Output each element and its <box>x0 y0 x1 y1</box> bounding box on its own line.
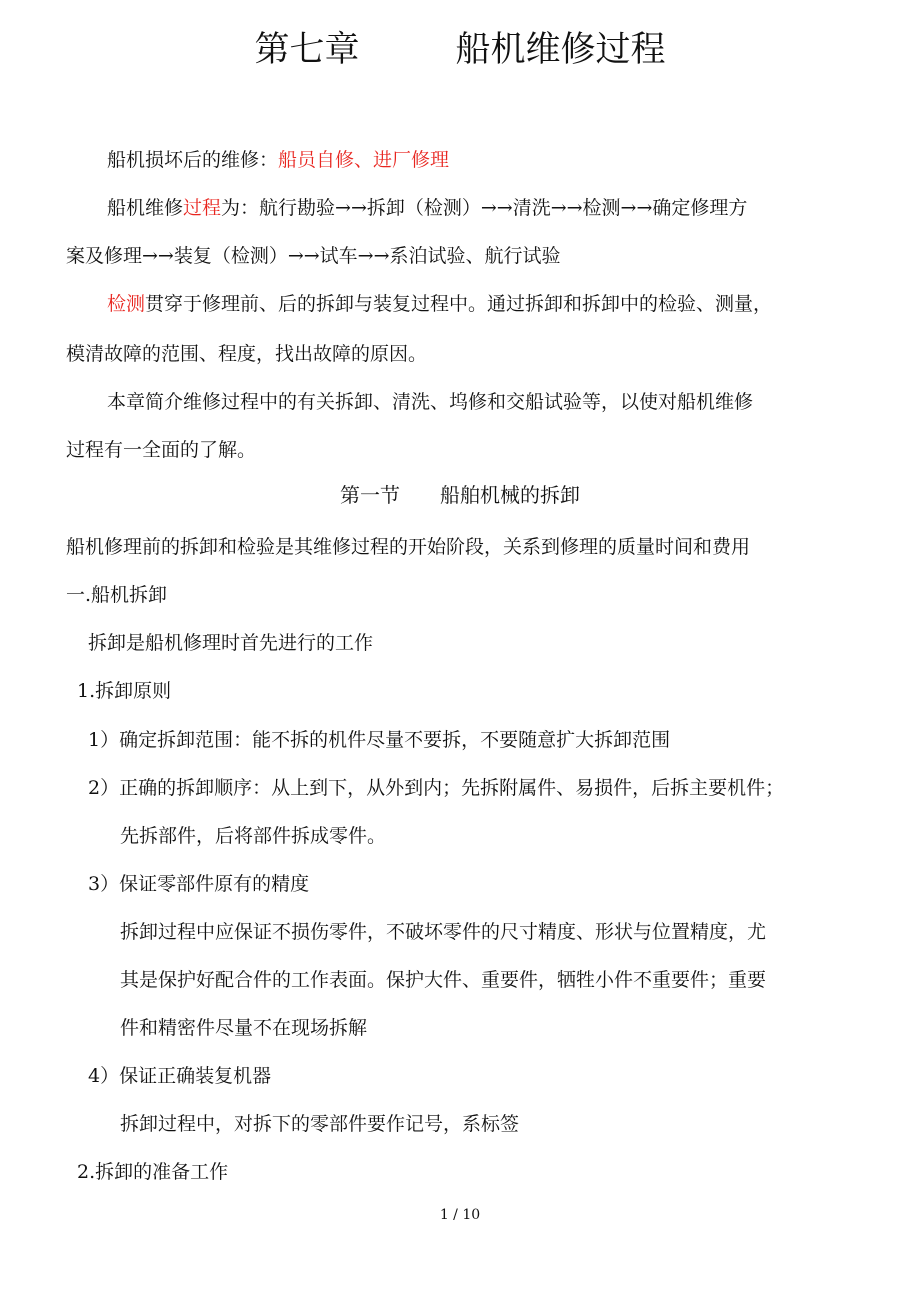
chapter-name: 船机维修过程 <box>455 30 666 70</box>
intro-paragraph-4: 本章简介维修过程中的有关拆卸、清洗、坞修和交船试验等，以使对船机维修 <box>107 391 754 413</box>
list-item-3: 3）保证零部件原有的精度 <box>88 873 310 895</box>
intro-p2-text-a: 船机维修 <box>107 197 184 219</box>
intro-p3-text-a: 贯穿于修理前、后的拆卸与装复过程中。通过拆卸和拆卸中的检验、测量， <box>145 293 773 315</box>
intro-p2-highlight: 过程 <box>183 197 222 219</box>
intro-paragraph-1 <box>107 148 449 172</box>
chapter-title <box>0 28 920 72</box>
intro-p2-text-b: 为：航行勘验→→拆卸（检测）→→清洗→→检测→→确定修理方 <box>221 197 748 219</box>
body-heading-2: 1.拆卸原则 <box>77 680 172 702</box>
list-item-3-detail-1: 拆卸过程中应保证不损伤零件，不破坏零件的尺寸精度、形状与位置精度，尤 <box>120 921 767 943</box>
intro-paragraph-2-cont: 案及修理→→装复（检测）→→试车→→系泊试验、航行试验 <box>66 245 561 267</box>
intro-paragraph-3 <box>107 292 772 316</box>
body-line-2: 拆卸是船机修理时首先进行的工作 <box>88 632 374 654</box>
list-item-1: 1）确定拆卸范围：能不拆的机件尽量不要拆，不要随意扩大拆卸范围 <box>88 729 671 751</box>
list-item-2: 2）正确的拆卸顺序：从上到下，从外到内；先拆附属件、易损件，后拆主要机件； <box>88 777 785 799</box>
body-heading-1: 一.船机拆卸 <box>66 584 168 606</box>
section-name: 船舶机械的拆卸 <box>440 483 580 507</box>
body-line-1: 船机修理前的拆卸和检验是其维修过程的开始阶段，关系到修理的质量时间和费用 <box>66 536 751 558</box>
section-number: 第一节 <box>340 483 400 507</box>
page-number: 1 / 10 <box>439 1207 481 1223</box>
body-heading-3: 2.拆卸的准备工作 <box>77 1161 229 1183</box>
section-title <box>0 482 920 508</box>
intro-paragraph-4-cont: 过程有一全面的了解。 <box>66 439 257 461</box>
chapter-number: 第七章 <box>254 30 360 70</box>
intro-paragraph-2 <box>107 196 747 220</box>
list-item-4-detail: 拆卸过程中，对拆下的零部件要作记号，系标签 <box>120 1113 520 1135</box>
list-item-3-detail-3: 件和精密件尽量不在现场拆解 <box>120 1017 368 1039</box>
intro-paragraph-3-cont: 模清故障的范围、程度，找出故障的原因。 <box>66 343 428 365</box>
list-item-3-detail-2: 其是保护好配合件的工作表面。保护大件、重要件，牺牲小件不重要件；重要 <box>120 969 767 991</box>
list-item-4: 4）保证正确装复机器 <box>88 1065 272 1087</box>
intro-p1-text: 船机损坏后的维修： <box>107 149 279 171</box>
intro-p1-highlight: 船员自修、进厂修理 <box>278 149 450 171</box>
list-item-2-cont: 先拆部件，后将部件拆成零件。 <box>120 825 387 847</box>
intro-p3-highlight: 检测 <box>107 293 146 315</box>
